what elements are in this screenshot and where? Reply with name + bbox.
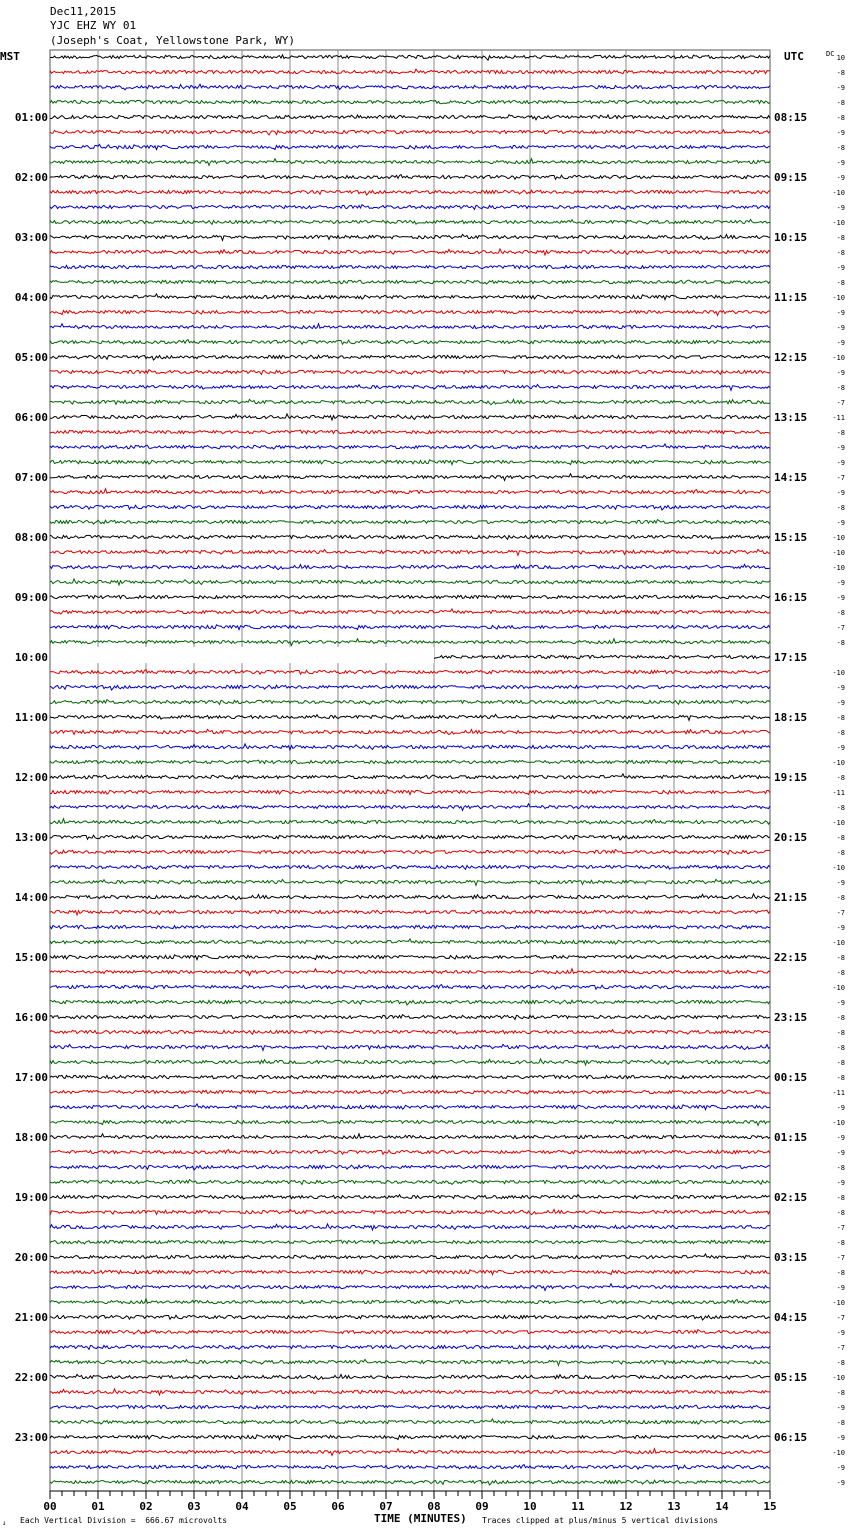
left-hour-label: 16:00 xyxy=(14,1011,48,1024)
trace-row-68 xyxy=(50,1075,770,1079)
right-hour-label: 12:15 xyxy=(774,351,808,364)
gap-fill-0 xyxy=(51,647,434,663)
left-hour-labels xyxy=(15,111,48,1444)
trace-offset-label: -10 xyxy=(832,1119,845,1127)
trace-row-38 xyxy=(50,625,770,630)
trace-offset-label: -7 xyxy=(836,1224,845,1232)
left-hour-label: 03:00 xyxy=(14,231,48,244)
trace-offset-label: -8 xyxy=(836,1209,845,1217)
trace-row-25 xyxy=(50,430,770,434)
trace-row-42 xyxy=(50,685,770,690)
clip-note: Traces clipped at plus/minus 5 vertical divisions xyxy=(482,1516,719,1525)
trace-offset-label: -10 xyxy=(832,759,845,767)
x-axis-title: TIME (MINUTES) xyxy=(374,1512,467,1525)
trace-offset-label: -10 xyxy=(832,219,845,227)
trace-row-10 xyxy=(50,205,770,210)
trace-offset-label: -9 xyxy=(836,324,845,332)
trace-row-11 xyxy=(50,219,770,224)
scale-note: Each Vertical Division = 666.67 microvolts xyxy=(20,1516,228,1525)
left-hour-label: 20:00 xyxy=(14,1251,48,1264)
left-hour-label: 17:00 xyxy=(14,1071,48,1084)
trace-row-26 xyxy=(50,444,770,449)
left-hour-label: 10:00 xyxy=(14,651,48,664)
right-hour-label: 18:15 xyxy=(774,711,808,724)
trace-offset-label: -10 xyxy=(832,549,845,557)
trace-row-20 xyxy=(50,355,770,360)
trace-offset-label: -8 xyxy=(836,849,845,857)
left-hour-label: 01:00 xyxy=(14,111,48,124)
trace-row-67 xyxy=(50,1059,770,1065)
trace-row-84 xyxy=(50,1315,770,1320)
trace-offset-label: -8 xyxy=(836,114,845,122)
trace-row-35 xyxy=(50,579,770,585)
left-hour-label: 04:00 xyxy=(14,291,48,304)
trace-row-41 xyxy=(50,670,770,675)
trace-offset-label: -9 xyxy=(836,129,845,137)
trace-offset-label: -8 xyxy=(836,894,845,902)
trace-row-48 xyxy=(50,774,770,779)
trace-offset-label: -9 xyxy=(836,444,845,452)
trace-offset-label: -8 xyxy=(836,1074,845,1082)
trace-row-93 xyxy=(50,1449,770,1456)
right-hour-label: 09:15 xyxy=(774,171,808,184)
dc-label: DC xyxy=(826,50,835,58)
trace-row-89 xyxy=(50,1389,770,1395)
x-tick-label: 11 xyxy=(571,1500,585,1513)
trace-row-81 xyxy=(50,1270,770,1275)
x-tick-label: 15 xyxy=(763,1500,777,1513)
right-hour-label: 22:15 xyxy=(774,951,808,964)
trace-offset-label: -10 xyxy=(832,354,845,362)
trace-row-62 xyxy=(50,985,770,990)
trace-row-30 xyxy=(50,505,770,510)
trace-offset-label: -9 xyxy=(836,1434,845,1442)
trace-row-7 xyxy=(50,159,770,166)
trace-row-13 xyxy=(50,249,770,255)
trace-offset-label: -7 xyxy=(836,1344,845,1352)
x-axis xyxy=(43,1491,776,1513)
trace-row-80 xyxy=(50,1254,770,1259)
right-hour-label: 10:15 xyxy=(774,231,808,244)
trace-offset-label: -8 xyxy=(836,1044,845,1052)
trace-offset-label: -9 xyxy=(836,924,845,932)
corner-mark: ↓ xyxy=(2,1519,7,1527)
trace-offset-label: -8 xyxy=(836,144,845,152)
trace-offset-label: -9 xyxy=(836,1179,845,1187)
trace-row-19 xyxy=(50,340,770,345)
trace-offset-label: -8 xyxy=(836,384,845,392)
trace-offset-label: -9 xyxy=(836,369,845,377)
trace-offset-label: -9 xyxy=(836,1149,845,1157)
trace-row-56 xyxy=(50,894,770,900)
trace-offset-label: -11 xyxy=(832,789,845,797)
trace-row-95 xyxy=(50,1480,770,1485)
trace-offset-label: -9 xyxy=(836,579,845,587)
left-hour-label: 09:00 xyxy=(14,591,48,604)
trace-row-69 xyxy=(50,1090,770,1094)
trace-row-14 xyxy=(50,265,770,269)
left-hour-label: 11:00 xyxy=(14,711,48,724)
trace-offset-label: -9 xyxy=(836,1404,845,1412)
trace-offset-label: -8 xyxy=(836,1359,845,1367)
right-hour-label: 17:15 xyxy=(774,651,808,664)
station-location: (Joseph's Coat, Yellowstone Park, WY) xyxy=(50,34,296,47)
trace-row-16 xyxy=(50,294,770,300)
x-tick-label: 10 xyxy=(523,1500,537,1513)
trace-row-85 xyxy=(50,1330,770,1335)
trace-row-18 xyxy=(50,324,770,329)
right-hour-label: 14:15 xyxy=(774,471,808,484)
trace-offset-label: -8 xyxy=(836,69,845,77)
plot-frame-border xyxy=(50,50,770,1491)
trace-offset-label: -7 xyxy=(836,624,845,632)
x-tick-label: 13 xyxy=(667,1500,681,1513)
trace-row-37 xyxy=(50,609,770,614)
trace-offset-label: -8 xyxy=(836,1029,845,1037)
trace-offset-label: -9 xyxy=(836,699,845,707)
trace-row-78 xyxy=(50,1224,770,1230)
x-tick-label: 12 xyxy=(619,1500,633,1513)
trace-row-24 xyxy=(50,414,770,420)
trace-offset-label: -7 xyxy=(836,474,845,482)
trace-offset-label: -8 xyxy=(836,1239,845,1247)
trace-offset-label: -7 xyxy=(836,399,845,407)
trace-offset-label: -8 xyxy=(836,1389,845,1397)
right-hour-label: 20:15 xyxy=(774,831,808,844)
x-tick-label: 06 xyxy=(331,1500,345,1513)
x-tick-label: 02 xyxy=(139,1500,153,1513)
trace-offset-label: -7 xyxy=(836,1254,845,1262)
trace-row-49 xyxy=(50,790,770,795)
trace-row-58 xyxy=(50,925,770,929)
trace-row-66 xyxy=(50,1044,770,1050)
right-hour-label: 21:15 xyxy=(774,891,808,904)
trace-row-52 xyxy=(50,835,770,840)
trace-row-90 xyxy=(50,1405,770,1409)
trace-offset-label: -9 xyxy=(836,1329,845,1337)
trace-offset-label: -8 xyxy=(836,609,845,617)
trace-offset-label: -10 xyxy=(832,294,845,302)
trace-row-43 xyxy=(50,700,770,705)
trace-offset-label: -8 xyxy=(836,639,845,647)
trace-offset-label: -8 xyxy=(836,279,845,287)
left-hour-label: 08:00 xyxy=(14,531,48,544)
trace-offset-label: -8 xyxy=(836,1419,845,1427)
trace-row-73 xyxy=(50,1150,770,1155)
trace-row-1 xyxy=(50,69,770,74)
trace-offset-label: -7 xyxy=(836,909,845,917)
minute-gridlines xyxy=(50,50,770,1491)
trace-offset-label: -9 xyxy=(836,684,845,692)
left-hour-label: 23:00 xyxy=(14,1431,48,1444)
trace-row-64 xyxy=(50,1015,770,1020)
trace-row-34 xyxy=(50,564,770,569)
trace-row-22 xyxy=(50,384,770,390)
trace-offset-label: -8 xyxy=(836,429,845,437)
trace-row-12 xyxy=(50,234,770,240)
trace-row-65 xyxy=(50,1030,770,1035)
timezone-left-label: MST xyxy=(0,50,20,63)
trace-row-55 xyxy=(50,879,770,885)
left-hour-label: 21:00 xyxy=(14,1311,48,1324)
trace-row-23 xyxy=(50,399,770,404)
trace-row-21 xyxy=(50,370,770,375)
trace-row-4 xyxy=(50,115,770,120)
trace-row-9 xyxy=(50,190,770,195)
trace-offset-label: -9 xyxy=(836,1134,845,1142)
trace-row-75 xyxy=(50,1180,770,1185)
right-hour-label: 16:15 xyxy=(774,591,808,604)
trace-offset-label: -9 xyxy=(836,204,845,212)
trace-offset-label: -9 xyxy=(836,999,845,1007)
x-tick-label: 07 xyxy=(379,1500,393,1513)
trace-row-46 xyxy=(50,744,770,750)
trace-offset-label: -8 xyxy=(836,1194,845,1202)
trace-row-82 xyxy=(50,1284,770,1291)
left-hour-label: 12:00 xyxy=(14,771,48,784)
trace-offset-label: -10 xyxy=(832,669,845,677)
left-hour-label: 18:00 xyxy=(14,1131,48,1144)
trace-offset-label: -9 xyxy=(836,1464,845,1472)
left-hour-label: 15:00 xyxy=(14,951,48,964)
trace-row-32 xyxy=(50,535,770,539)
trace-offset-label: -8 xyxy=(836,834,845,842)
trace-row-40 xyxy=(434,655,770,658)
trace-offset-label: -8 xyxy=(836,1014,845,1022)
trace-offset-label: -8 xyxy=(836,954,845,962)
right-hour-label: 06:15 xyxy=(774,1431,808,1444)
trace-offset-label: -10 xyxy=(832,564,845,572)
trace-offset-label: -8 xyxy=(836,1164,845,1172)
trace-row-61 xyxy=(50,969,770,976)
trace-offset-label: -8 xyxy=(836,504,845,512)
trace-offset-label: -8 xyxy=(836,774,845,782)
x-tick-label: 05 xyxy=(283,1500,297,1513)
trace-offset-label: -9 xyxy=(836,84,845,92)
trace-row-6 xyxy=(50,144,770,149)
trace-row-70 xyxy=(50,1104,770,1110)
trace-offset-label: -9 xyxy=(836,594,845,602)
trace-row-86 xyxy=(50,1345,770,1349)
left-hour-label: 07:00 xyxy=(14,471,48,484)
trace-row-59 xyxy=(50,939,770,944)
trace-offset-labels xyxy=(832,54,845,1487)
trace-row-47 xyxy=(50,760,770,764)
trace-offset-label: -11 xyxy=(832,1089,845,1097)
trace-row-27 xyxy=(50,460,770,465)
left-hour-label: 22:00 xyxy=(14,1371,48,1384)
trace-offset-label: -8 xyxy=(836,249,845,257)
trace-row-45 xyxy=(50,729,770,734)
trace-row-92 xyxy=(50,1435,770,1440)
x-tick-label: 03 xyxy=(187,1500,201,1513)
right-hour-label: 13:15 xyxy=(774,411,808,424)
right-hour-label: 00:15 xyxy=(774,1071,808,1084)
trace-row-0 xyxy=(50,55,770,60)
trace-offset-label: -9 xyxy=(836,519,845,527)
trace-row-33 xyxy=(50,549,770,555)
trace-offset-label: -9 xyxy=(836,174,845,182)
right-hour-label: 23:15 xyxy=(774,1011,808,1024)
trace-row-91 xyxy=(50,1419,770,1424)
trace-row-5 xyxy=(50,130,770,135)
trace-offset-label: -9 xyxy=(836,1284,845,1292)
trace-offset-label: -9 xyxy=(836,489,845,497)
trace-offset-label: 10 xyxy=(836,54,845,62)
trace-row-94 xyxy=(50,1465,770,1470)
right-hour-label: 11:15 xyxy=(774,291,808,304)
right-hour-label: 03:15 xyxy=(774,1251,808,1264)
trace-offset-label: -9 xyxy=(836,264,845,272)
trace-offset-label: -9 xyxy=(836,879,845,887)
timezone-right-label: UTC xyxy=(784,50,804,63)
trace-offset-label: -10 xyxy=(832,534,845,542)
right-hour-label: 02:15 xyxy=(774,1191,808,1204)
trace-row-28 xyxy=(50,474,770,481)
left-hour-label: 14:00 xyxy=(14,891,48,904)
trace-row-17 xyxy=(50,310,770,315)
right-hour-label: 05:15 xyxy=(774,1371,808,1384)
x-tick-label: 09 xyxy=(475,1500,489,1513)
trace-offset-label: -9 xyxy=(836,309,845,317)
trace-offset-label: -9 xyxy=(836,1104,845,1112)
trace-offset-label: -10 xyxy=(832,864,845,872)
station-code: YJC EHZ WY 01 xyxy=(50,19,137,32)
left-hour-label: 13:00 xyxy=(14,831,48,844)
right-hour-label: 04:15 xyxy=(774,1311,808,1324)
right-hour-label: 08:15 xyxy=(774,111,808,124)
trace-offset-label: -9 xyxy=(836,459,845,467)
trace-row-50 xyxy=(50,804,770,811)
trace-row-29 xyxy=(50,489,770,494)
x-tick-label: 00 xyxy=(43,1500,57,1513)
trace-offset-label: -10 xyxy=(832,1299,845,1307)
trace-offset-label: -8 xyxy=(836,1269,845,1277)
trace-row-15 xyxy=(50,280,770,284)
x-tick-label: 01 xyxy=(91,1500,105,1513)
seismic-traces xyxy=(50,55,770,1485)
trace-row-51 xyxy=(50,819,770,825)
left-hour-label: 19:00 xyxy=(14,1191,48,1204)
trace-offset-label: -11 xyxy=(832,414,845,422)
trace-offset-label: -9 xyxy=(836,159,845,167)
right-hour-label: 15:15 xyxy=(774,531,808,544)
trace-row-44 xyxy=(50,714,770,720)
trace-row-77 xyxy=(50,1209,770,1215)
trace-row-57 xyxy=(50,910,770,915)
trace-offset-label: -10 xyxy=(832,189,845,197)
x-tick-label: 08 xyxy=(427,1500,441,1513)
trace-row-74 xyxy=(50,1165,770,1170)
trace-row-2 xyxy=(50,84,770,90)
trace-row-60 xyxy=(50,955,770,960)
trace-offset-label: -7 xyxy=(836,1314,845,1322)
trace-row-3 xyxy=(50,100,770,104)
trace-row-72 xyxy=(50,1134,770,1139)
trace-offset-label: -10 xyxy=(832,819,845,827)
trace-offset-label: -10 xyxy=(832,939,845,947)
trace-offset-label: -8 xyxy=(836,1059,845,1067)
data-gap xyxy=(51,647,434,663)
trace-row-79 xyxy=(50,1240,770,1244)
trace-row-53 xyxy=(50,850,770,855)
trace-offset-label: -9 xyxy=(836,1479,845,1487)
trace-row-54 xyxy=(50,865,770,869)
x-tick-label: 14 xyxy=(715,1500,729,1513)
trace-row-8 xyxy=(50,175,770,180)
trace-offset-label: -8 xyxy=(836,969,845,977)
trace-offset-label: -8 xyxy=(836,234,845,242)
trace-offset-label: -8 xyxy=(836,729,845,737)
x-tick-label: 04 xyxy=(235,1500,249,1513)
trace-row-36 xyxy=(50,595,770,599)
trace-row-31 xyxy=(50,520,770,525)
plot-date: Dec11,2015 xyxy=(50,5,117,18)
left-hour-label: 05:00 xyxy=(14,351,48,364)
trace-row-83 xyxy=(50,1299,770,1304)
trace-offset-label: -8 xyxy=(836,804,845,812)
right-hour-label: 01:15 xyxy=(774,1131,808,1144)
trace-row-87 xyxy=(50,1359,770,1365)
trace-offset-label: -10 xyxy=(832,1449,845,1457)
trace-row-76 xyxy=(50,1194,770,1199)
trace-offset-label: -8 xyxy=(836,714,845,722)
trace-offset-label: -9 xyxy=(836,339,845,347)
trace-row-88 xyxy=(50,1374,770,1379)
right-hour-label: 19:15 xyxy=(774,771,808,784)
left-hour-label: 06:00 xyxy=(14,411,48,424)
trace-offset-label: -10 xyxy=(832,1374,845,1382)
right-hour-labels xyxy=(774,111,807,1444)
left-hour-label: 02:00 xyxy=(14,171,48,184)
trace-offset-label: -9 xyxy=(836,744,845,752)
trace-row-63 xyxy=(50,1000,770,1005)
trace-offset-label: -8 xyxy=(836,99,845,107)
trace-row-39 xyxy=(50,639,770,646)
trace-row-71 xyxy=(50,1120,770,1125)
trace-offset-label: -10 xyxy=(832,984,845,992)
